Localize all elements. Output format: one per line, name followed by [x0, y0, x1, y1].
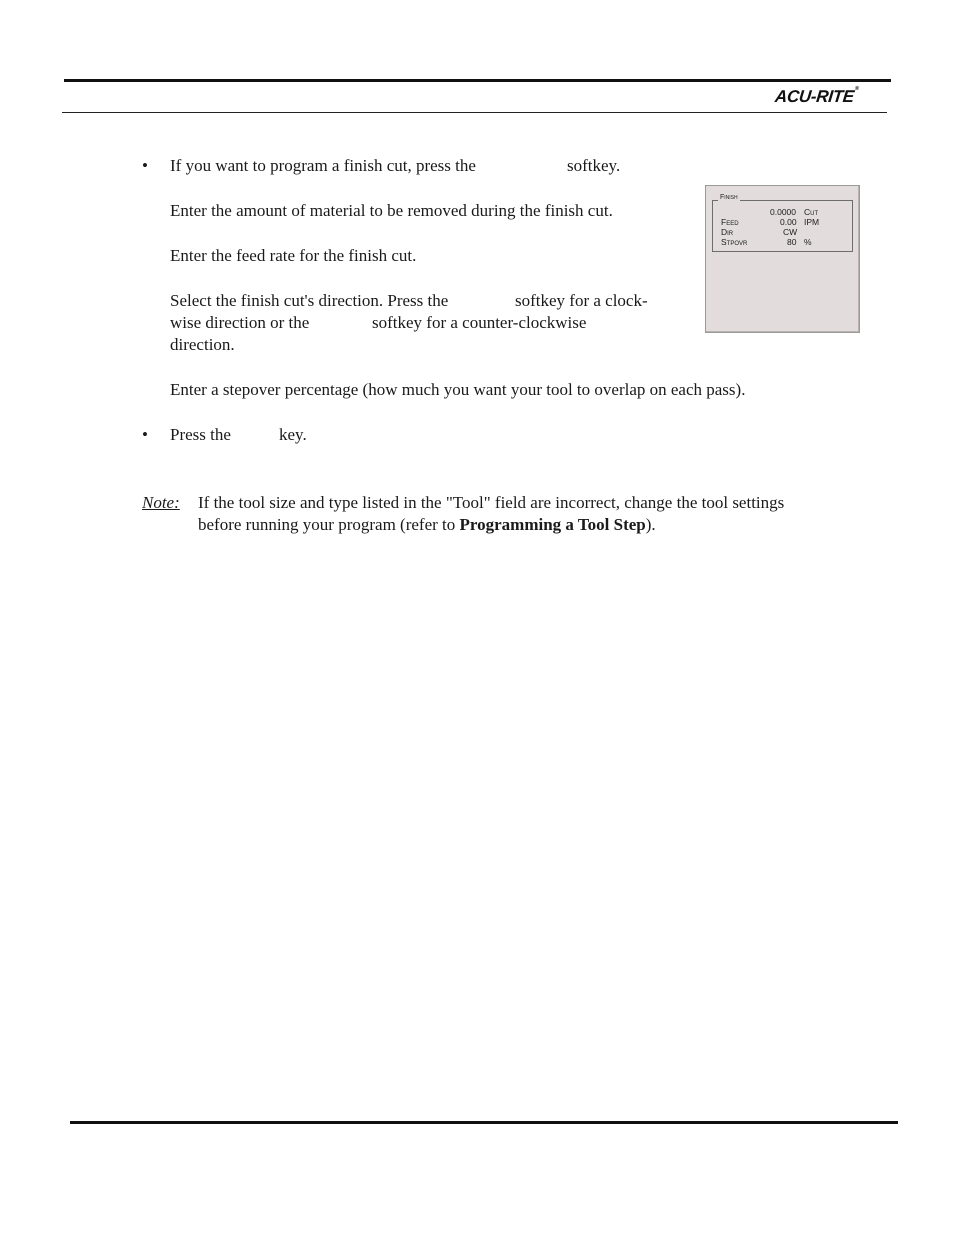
- registered-mark: ®: [854, 86, 860, 92]
- press-key-text-a: Press the: [170, 425, 231, 444]
- cut-unit: Cut: [804, 207, 819, 217]
- footer-rule: [70, 1121, 898, 1124]
- amount-instruction: Enter the amount of material to be removed during the finish cut.: [170, 201, 613, 220]
- note-line-2-end: ).: [645, 515, 656, 534]
- note-line-2: [198, 514, 656, 536]
- bullet-finish: •: [142, 156, 148, 175]
- dir-label: Dir: [721, 227, 734, 237]
- finish-group-title: Finish: [720, 194, 738, 201]
- stepover-instruction: Enter a stepover percentage (how much you want your tool to overlap on each pass).: [170, 380, 746, 399]
- step-finish-softkey-text: softkey.: [567, 156, 621, 175]
- acu-rite-logo: [774, 87, 859, 107]
- direction-line-2a: wise direction or the: [170, 313, 310, 332]
- step-finish-text: If you want to program a finish cut, press the: [170, 156, 476, 175]
- feed-instruction: Enter the feed rate for the finish cut.: [170, 246, 417, 265]
- dir-value: CW: [783, 227, 798, 237]
- header-rule: [64, 79, 891, 82]
- header-underline: [62, 112, 887, 113]
- direction-line-1a: Select the finish cut's direction. Press the: [170, 291, 449, 310]
- feed-label: Feed: [721, 217, 739, 227]
- logo-text: ACU-RITE: [774, 87, 855, 106]
- note-line-1: If the tool size and type listed in the "Tool" field are incorrect, change the tool settings: [198, 493, 785, 512]
- feed-value: 0.00: [780, 217, 797, 227]
- stepover-value: 80: [787, 237, 797, 247]
- finish-screen-capture: [705, 185, 860, 333]
- direction-line-3: direction.: [170, 335, 235, 354]
- stepover-label: Stpovr: [721, 237, 748, 247]
- note-line-2-text: before running your program (refer to: [198, 515, 456, 534]
- stepover-unit: %: [804, 237, 812, 247]
- note-label: Note:: [142, 493, 180, 512]
- direction-line-1b: softkey for a clock-: [515, 291, 648, 310]
- press-key-text-b: key.: [279, 425, 307, 444]
- bullet-press: •: [142, 425, 148, 444]
- direction-line-2b: softkey for a counter-clockwise: [372, 313, 587, 332]
- feed-unit: IPM: [804, 217, 820, 227]
- note-reference: Programming a Tool Step: [459, 515, 646, 534]
- cut-value: 0.0000: [770, 207, 796, 217]
